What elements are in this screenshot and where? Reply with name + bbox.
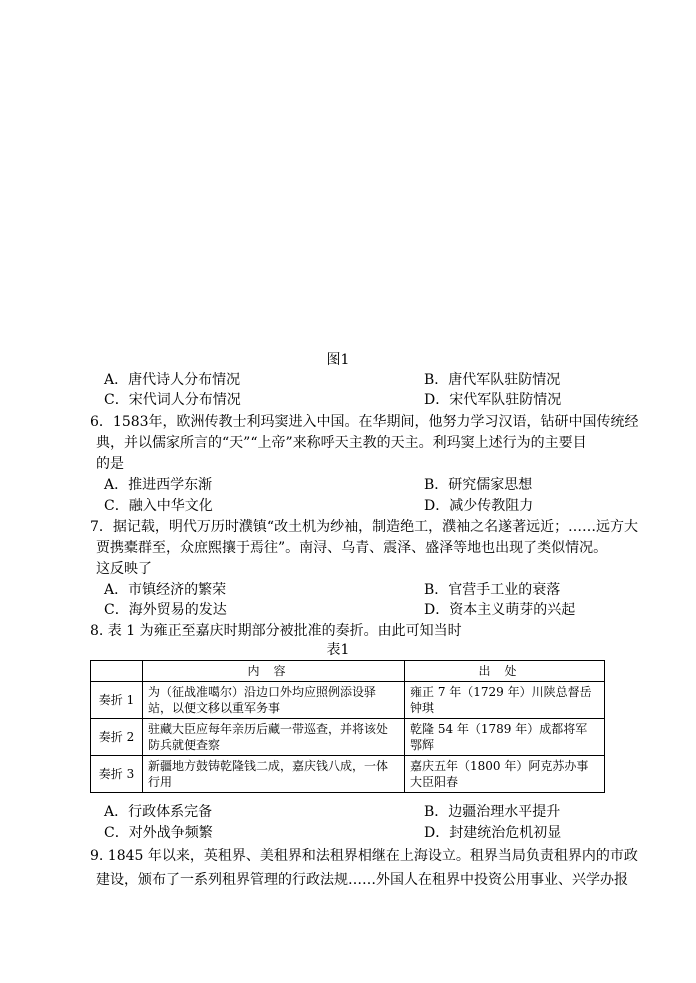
q9-line-2: 建设，颁布了一系列租界管理的行政法规……外国人在租界中投资公用事业、兴学办报 [96, 872, 628, 888]
table-row [91, 756, 605, 793]
memorial-table [90, 660, 605, 793]
table-row [91, 719, 605, 756]
q9-line-1: 9. 1845 年以来，英租界、美租界和法租界相继在上海设立。租界当局负责租界内的市政 [90, 848, 638, 864]
q6-line-2: 典，并以儒家所言的“天”“上帝”来称呼天主教的天主。利玛窦上述行为的主要目 [96, 435, 587, 451]
q6-option-b: B．研究儒家思想 [424, 477, 533, 493]
table-row [91, 682, 605, 719]
figure-1-image-area [90, 20, 610, 340]
row-source: 嘉庆五年（1800 年）阿克苏办事大臣阳春 [405, 756, 605, 793]
table-1-caption: 表1 [326, 642, 350, 658]
q6-line-3: 的是 [96, 456, 124, 472]
q6-option-d: D．减少传教阻力 [424, 498, 534, 514]
q7-line-3: 这反映了 [96, 561, 152, 577]
table-header-blank [91, 661, 143, 682]
row-label: 奏折 2 [91, 719, 143, 756]
q8-option-c: C．对外战争频繁 [104, 825, 213, 841]
row-label: 奏折 3 [91, 756, 143, 793]
row-source: 乾隆 54 年（1789 年）成都将军鄂辉 [405, 719, 605, 756]
row-source: 雍正 7 年（1729 年）川陕总督岳钟琪 [405, 682, 605, 719]
q7-line-1: 7．据记载，明代万历时濮镇“改土机为纱袖，制造绝工，濮袖之名遂著远近；……远方大 [90, 519, 639, 535]
table-header-source: 出处 [405, 661, 605, 682]
q5-option-b: B．唐代军队驻防情况 [424, 372, 561, 388]
figure-caption: 图1 [326, 352, 350, 368]
q8-stem: 8. 表 1 为雍正至嘉庆时期部分被批准的奏折。由此可知当时 [90, 623, 462, 639]
q7-option-d: D．资本主义萌芽的兴起 [424, 602, 576, 618]
row-content: 驻藏大臣应每年亲历后藏一带巡查，并将该处防兵就便查察 [143, 719, 405, 756]
q7-option-c: C．海外贸易的发达 [104, 602, 227, 618]
q5-option-d: D．宋代军队驻防情况 [424, 392, 562, 408]
q5-option-c: C．宋代词人分布情况 [104, 392, 241, 408]
q8-option-b: B．边疆治理水平提升 [424, 804, 561, 820]
row-content: 为（征战准噶尔）沿边口外均应照例添设驿站，以便文移以重军务事 [143, 682, 405, 719]
q7-option-a: A．市镇经济的繁荣 [104, 582, 227, 598]
row-label: 奏折 1 [91, 682, 143, 719]
q6-option-a: A．推进西学东渐 [104, 477, 213, 493]
q6-option-c: C．融入中华文化 [104, 498, 213, 514]
q6-line-1: 6．1583年，欧洲传教士利玛窦进入中国。在华期间，他努力学习汉语，钻研中国传统经 [90, 414, 639, 430]
q8-option-a: A．行政体系完备 [104, 804, 213, 820]
table-header-row [91, 661, 605, 682]
row-content: 新疆地方鼓铸乾隆钱二成，嘉庆钱八成，一体行用 [143, 756, 405, 793]
q8-option-d: D．封建统治危机初显 [424, 825, 562, 841]
q7-option-b: B．官营手工业的衰落 [424, 582, 561, 598]
q5-option-a: A．唐代诗人分布情况 [104, 372, 241, 388]
q7-line-2: 贾携橐群至，众庶熙攘于焉往”。南浔、乌青、震泽、盛泽等地也出现了类似情况。 [96, 540, 608, 556]
table-header-content: 内容 [143, 661, 405, 682]
